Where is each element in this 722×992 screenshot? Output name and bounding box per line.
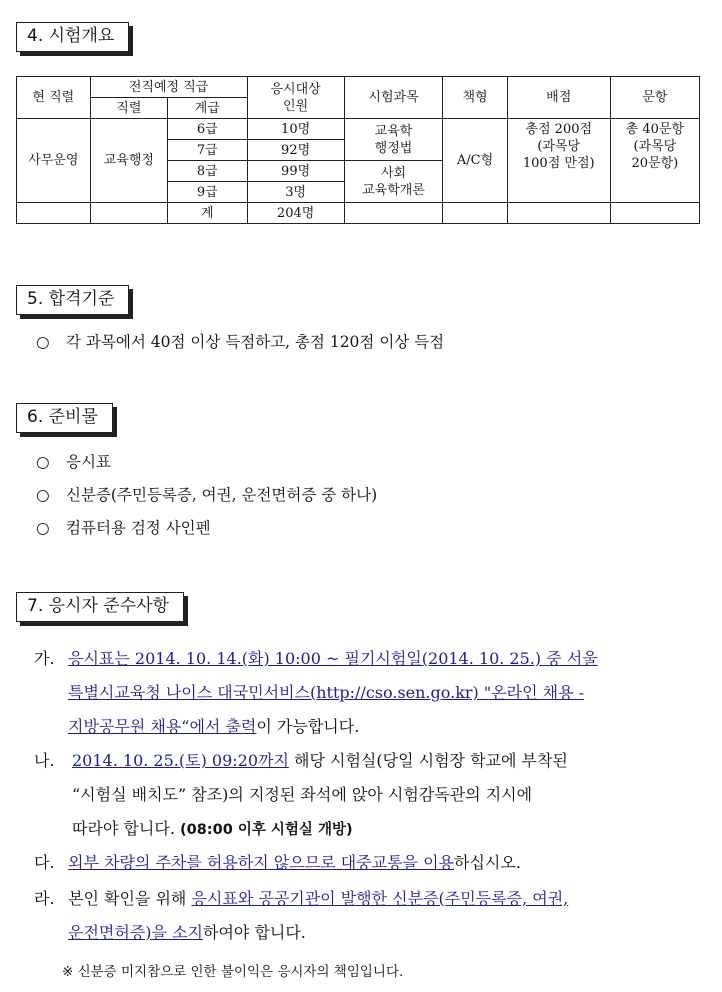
cell-questions: 총 40문항 (과목당 20문항): [610, 119, 699, 203]
rule-item-ra: 라. 본인 확인을 위해 응시표와 공공기관이 발행한 신분증(주민등록증, 여권, 운전면허증)을 소지하여야 합니다.: [34, 889, 569, 942]
cell-current-position: 사무운영: [17, 119, 91, 203]
cell-count: 92명: [247, 140, 344, 161]
exam-overview-table: [16, 76, 700, 224]
id-notice: ※ 신분증 미지참으로 인한 불이익은 응시자의 책임입니다.: [62, 964, 404, 980]
cell-grade: 6급: [168, 119, 247, 140]
bullet-icon: ○: [36, 333, 50, 351]
list-item: ○ 신분증(주민등록증, 여권, 운전면허증 중 하나): [36, 486, 378, 504]
cell-series: 교육행정: [90, 119, 167, 203]
bullet-icon: ○: [36, 453, 50, 471]
cell-score: 총점 200점 (과목당 100점 만점): [507, 119, 610, 203]
list-item: ○ 컴퓨터용 검정 사인펜: [36, 519, 211, 537]
cell-total-count: 204명: [247, 203, 344, 224]
bullet-icon: ○: [36, 486, 50, 504]
cell-total-label: 계: [168, 203, 247, 224]
list-item: ○ 각 과목에서 40점 이상 득점하고, 총점 120점 이상 득점: [36, 333, 445, 351]
section-6-title: 6. 준비물: [16, 403, 113, 433]
cell-booklet: A/C형: [443, 119, 507, 203]
header-score: 배점: [507, 77, 610, 119]
header-questions: 문항: [610, 77, 699, 119]
cell-count: 10명: [247, 119, 344, 140]
list-item: ○ 응시표: [36, 453, 111, 471]
section-7-title: 7. 응시자 준수사항: [16, 592, 184, 622]
cell-grade: 8급: [168, 161, 247, 182]
cell-subject-2: 사회 교육학개론: [344, 161, 443, 203]
header-booklet: 책형: [443, 77, 507, 119]
header-current-position: 현 직렬: [17, 77, 91, 119]
rule-item-da: 다. 외부 차량의 주차를 허용하지 않으므로 대중교통을 이용하십시오.: [34, 853, 521, 872]
cell-count: 3명: [247, 182, 344, 203]
cell-count: 99명: [247, 161, 344, 182]
cell-grade: 7급: [168, 140, 247, 161]
cell-subject-1: 교육학 행정법: [344, 119, 443, 161]
rule-item-ga: 가. 응시표는 2014. 10. 14.(화) 10:00 ~ 필기시험일(2014. 10. 25.) 중 서울 특별시교육청 나이스 대국민서비스(http://cso.sen.go.kr) "온라인 채용 - 지방공무원 채용“에서 출력이 가능합니다.: [34, 649, 598, 736]
section-5-title: 5. 합격기준: [16, 285, 129, 315]
header-grade: 계급: [168, 98, 247, 119]
rule-item-na: 나. 2014. 10. 25.(토) 09:20까지 해당 시험실(당일 시험장 학교에 부착된 “시험실 배치도” 참조)의 지정된 좌석에 앉아 시험감독관의 지시에 따라야 합니다. (08:00 이후 시험실 개방): [34, 751, 568, 838]
bullet-icon: ○: [36, 519, 50, 537]
header-series: 직렬: [90, 98, 167, 119]
cell-grade: 9급: [168, 182, 247, 203]
header-target-grade: 전직예정 직급: [90, 77, 247, 98]
section-4-title: 4. 시험개요: [16, 22, 129, 52]
header-subjects: 시험과목: [344, 77, 443, 119]
header-applicants: 응시대상 인원: [247, 77, 344, 119]
